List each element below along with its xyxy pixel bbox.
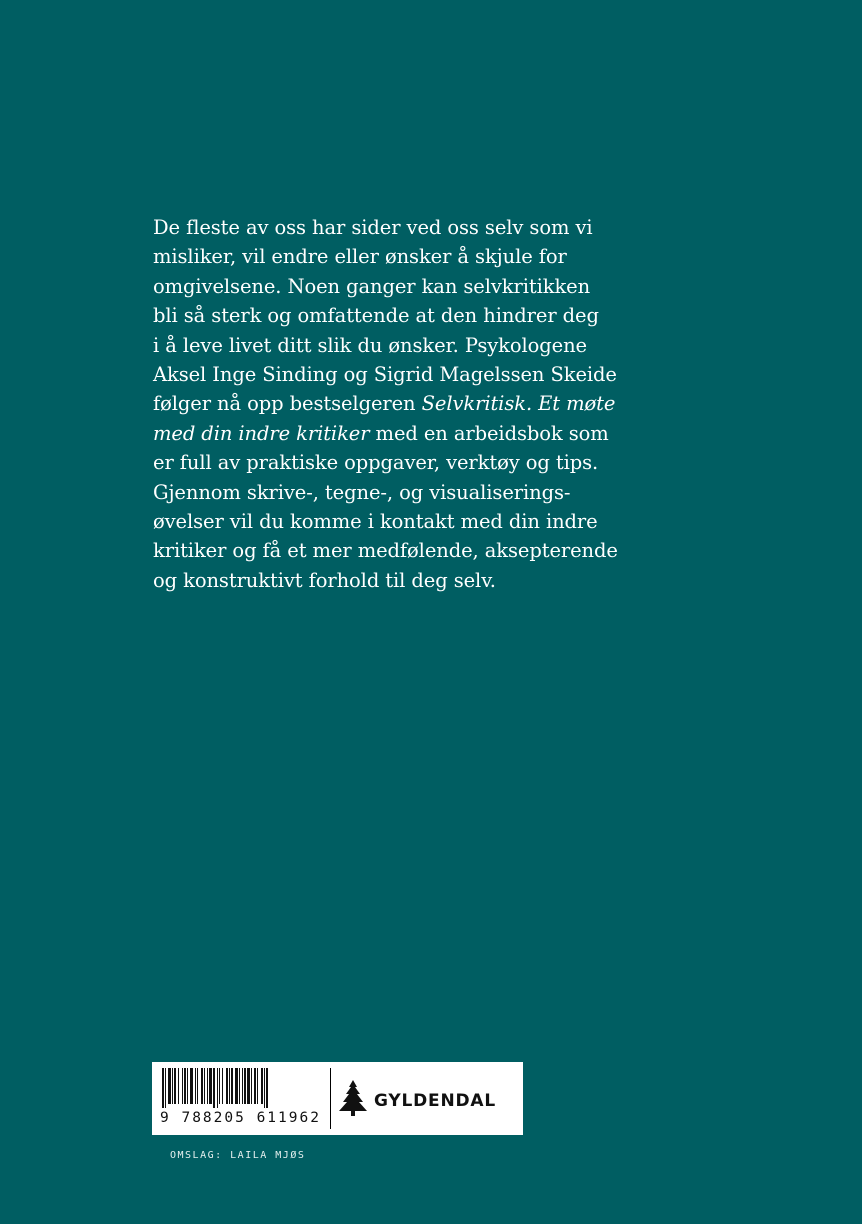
book-title-italic: Selvkritisk. Et møte [421,392,616,416]
back-cover-blurb [153,213,653,595]
blurb-line: er full av praktiske oppgaver, verktøy og tips. [153,451,599,475]
blurb-line: De fleste av oss har sider ved oss selv som vi [153,216,593,239]
isbn-number: 9 788205 611962 [160,1110,321,1126]
fir-tree-icon [338,1079,368,1117]
blurb-line [153,419,653,448]
blurb-line: øvelser vil du komme i kontakt med din indre [153,510,598,534]
blurb-line: Gjennom skrive-, tegne-, og visualiserings- [153,480,571,504]
blurb-line: kritiker og få et mer medfølende, aksepterende [153,539,618,563]
blurb-text: følger nå opp bestselgeren [153,392,422,416]
blurb-line: og konstruktivt forhold til deg selv. [153,568,496,592]
book-title-italic: med din indre kritiker [153,421,370,445]
blurb-line: misliker, vil endre eller ønsker å skjule for [153,245,567,269]
publisher-name: GYLDENDAL [374,1091,496,1111]
divider [330,1068,331,1129]
barcode-panel [152,1062,523,1135]
cover-credit: OMSLAG: LAILA MJØS [170,1150,306,1161]
blurb-line: bli så sterk og omfattende at den hindrer deg [153,304,599,328]
blurb-line: omgivelsene. Noen ganger kan selvkritikken [153,274,591,298]
blurb-line [153,389,653,418]
barcode-icon [160,1068,326,1108]
blurb-text: med en arbeidsbok som [369,421,609,445]
blurb-line: i å leve livet ditt slik du ønsker. Psykologene [153,333,587,357]
blurb-line: Aksel Inge Sinding og Sigrid Magelssen Skeide [153,363,617,387]
